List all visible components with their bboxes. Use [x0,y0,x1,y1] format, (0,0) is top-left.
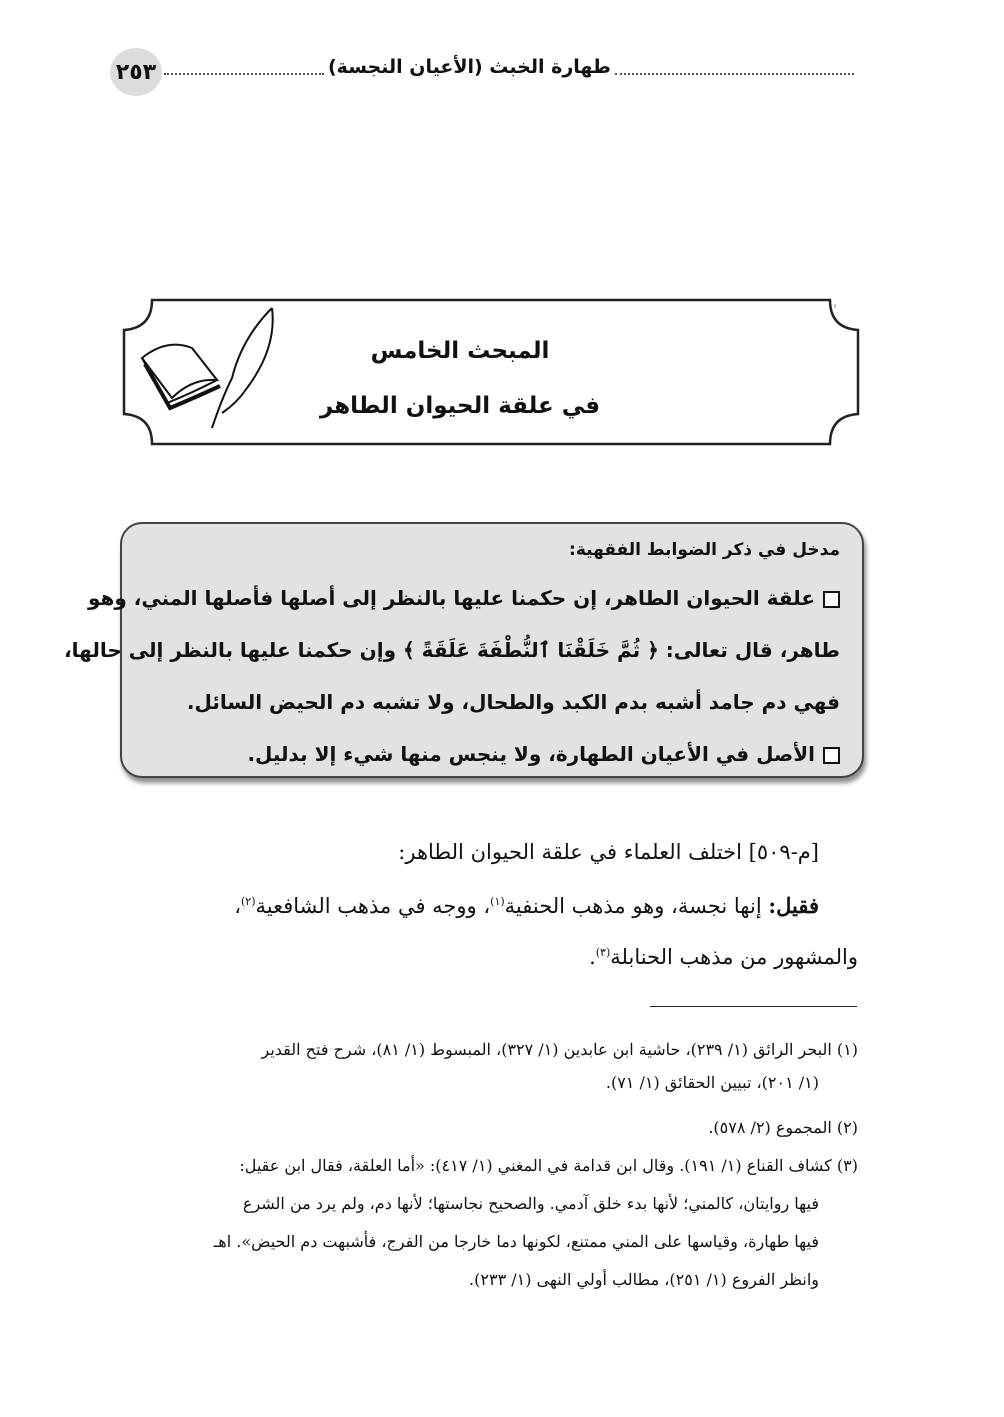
rule-line [247,742,840,766]
chapter-title: المبحث الخامس [370,338,550,364]
chapter-title-frame [122,298,860,446]
page-number: ٢٥٣ [110,48,162,96]
footnote-2: (٢) المجموع (٢/ ٥٧٨). [708,1118,858,1137]
footnote-3: (٣) كشاف القناع (١/ ١٩١). وقال ابن قدامة في المغني (١/ ٤١٧): «أما العلقة، فقال ابن عقيل: [239,1156,858,1175]
rule-line: فهي دم جامد أشبه بدم الكبد والطحال، ولا تشبه دم الحيض السائل. [186,690,840,714]
body-line [589,945,858,969]
qila-label: فقيل: [768,893,819,918]
footnote-3-cont: فيها طهارة، وقياسها على المني ممتنع، لكونها دما خارجا من الفرج، فأشبهت دم الحيض». اهـ [213,1232,819,1251]
footnote-ref[interactable]: (١) [490,895,505,908]
footnote-1: (١) البحر الرائق (١/ ٢٣٩)، حاشية ابن عابدين (١/ ٣٢٧)، المبسوط (١/ ٨١)، شرح فتح القدير [261,1040,858,1059]
body-text: والمشهور من مذهب الحنابلة [610,945,858,969]
body-text: إنها نجسة، وهو مذهب الحنفية [504,894,769,918]
body-text: ، ووجه في مذهب الشافعية [255,894,491,918]
rule-line: طاهر، قال تعالى: ﴿ ثُمَّ خَلَقْنَا ٱلنُّطْفَةَ عَلَقَةً ﴾ وإن حكمنا عليها بالنظر إلى حالها، [64,638,840,662]
rules-heading: مدخل في ذكر الضوابط الفقهية: [569,540,840,560]
checkbox-square-icon [823,591,840,608]
leader-dots [615,59,854,75]
body-text: . [589,945,596,969]
rule-text: علقة الحيوان الطاهر، إن حكمنا عليها بالنظر إلى أصلها فأصلها المني، وهو [87,586,815,610]
footnote-separator [650,1006,857,1007]
rule-line [88,586,840,610]
issue-intro: [م-٥٠٩] اختلف العلماء في علقة الحيوان الطاهر: [398,840,819,864]
footnote-ref[interactable]: (٣) [595,946,611,959]
rules-box [64,522,864,778]
body-text: ، [234,894,241,918]
chapter-subtitle: في علقة الحيوان الطاهر [319,393,601,419]
rule-text: الأصل في الأعيان الطهارة، ولا ينجس منها شيء إلا بدليل. [247,742,815,766]
running-header [164,56,854,78]
footnote-3-cont: فيها روايتان، كالمني؛ لأنها بدء خلق آدمي. والصحيح نجاستها؛ لأنها دم، ولم يرد من الشرع [242,1194,819,1213]
running-title: طهارة الخبث (الأعيان النجسة) [328,56,611,78]
body-line [234,893,819,918]
footnote-ref[interactable]: (٢) [240,895,256,908]
checkbox-square-icon [823,747,840,764]
footnote-3-cont: وانظر الفروع (١/ ٢٥١)، مطالب أولي النهى (١/ ٢٣٣). [469,1270,819,1289]
footnote-1-cont: (١/ ٢٠١)، تبيين الحقائق (١/ ٧١). [605,1073,819,1092]
leader-dots [164,59,324,75]
